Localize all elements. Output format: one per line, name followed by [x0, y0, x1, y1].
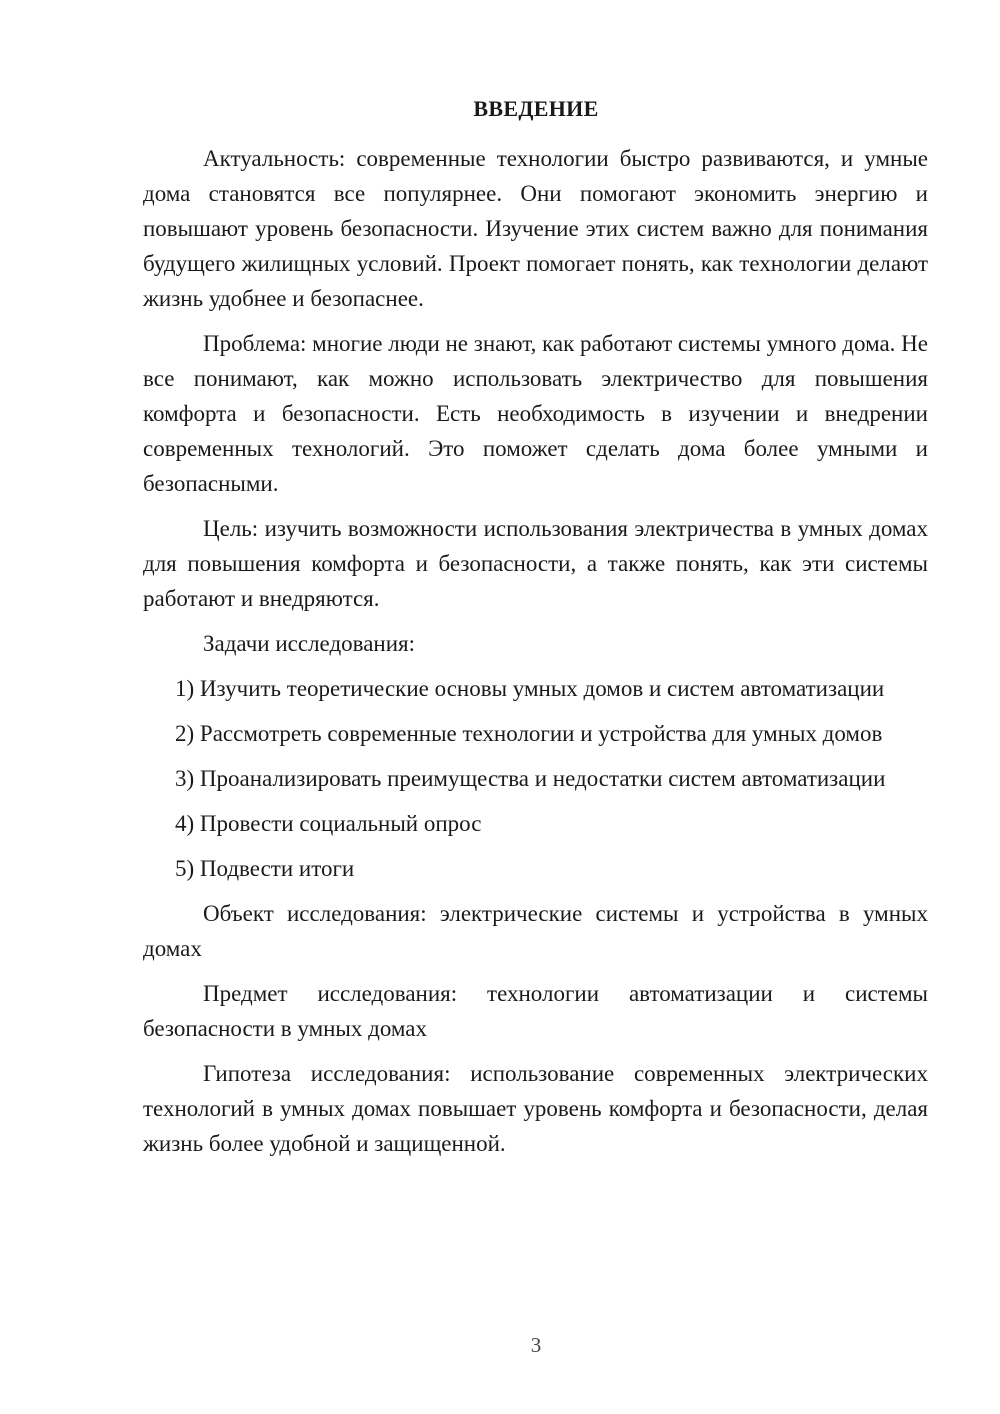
paragraph-relevance: Актуальность: современные технологии быстро развиваются, и умные дома становятся все популярнее. Они помогают экономить энергию и повышают уровень безопасности. Изучение этих систем важно для понимания будущего жилищных условий. Проект помогает понять, как технологии делают жизнь удобнее и безопаснее.	[143, 146, 928, 311]
task-item-4: 4) Провести социальный опрос	[175, 811, 482, 836]
paragraph-hypothesis: Гипотеза исследования: использование современных электрических технологий в умных домах повышает уровень комфорта и безопасности, делая жизнь более удобной и защищенной.	[143, 1061, 928, 1156]
page-title: ВВЕДЕНИЕ	[473, 96, 599, 121]
paragraph-goal: Цель: изучить возможности использования электричества в умных домах для повышения комфорта и безопасности, а также понять, как эти системы работают и внедряются.	[143, 516, 928, 611]
paragraph-tasks-heading: Задачи исследования:	[203, 631, 416, 656]
page-number: 3	[530, 1333, 542, 1357]
task-item-2: 2) Рассмотреть современные технологии и устройства для умных домов	[175, 721, 883, 746]
paragraph-subject: Предмет исследования: технологии автоматизации и системы безопасности в умных домах	[143, 981, 928, 1041]
task-item-5: 5) Подвести итоги	[175, 856, 355, 881]
paragraph-problem: Проблема: многие люди не знают, как работают системы умного дома. Не все понимают, как можно использовать электричество для повышения комфорта и безопасности. Есть необходимость в изучении и внедрении современных технологий. Это поможет сделать дома более умными и безопасными.	[143, 331, 928, 496]
paragraph-object: Объект исследования: электрические системы и устройства в умных домах	[143, 901, 928, 961]
document-body	[143, 141, 928, 1171]
task-item-1: 1) Изучить теоретические основы умных домов и систем автоматизации	[175, 676, 885, 701]
task-item-3: 3) Проанализировать преимущества и недостатки систем автоматизации	[175, 766, 886, 791]
